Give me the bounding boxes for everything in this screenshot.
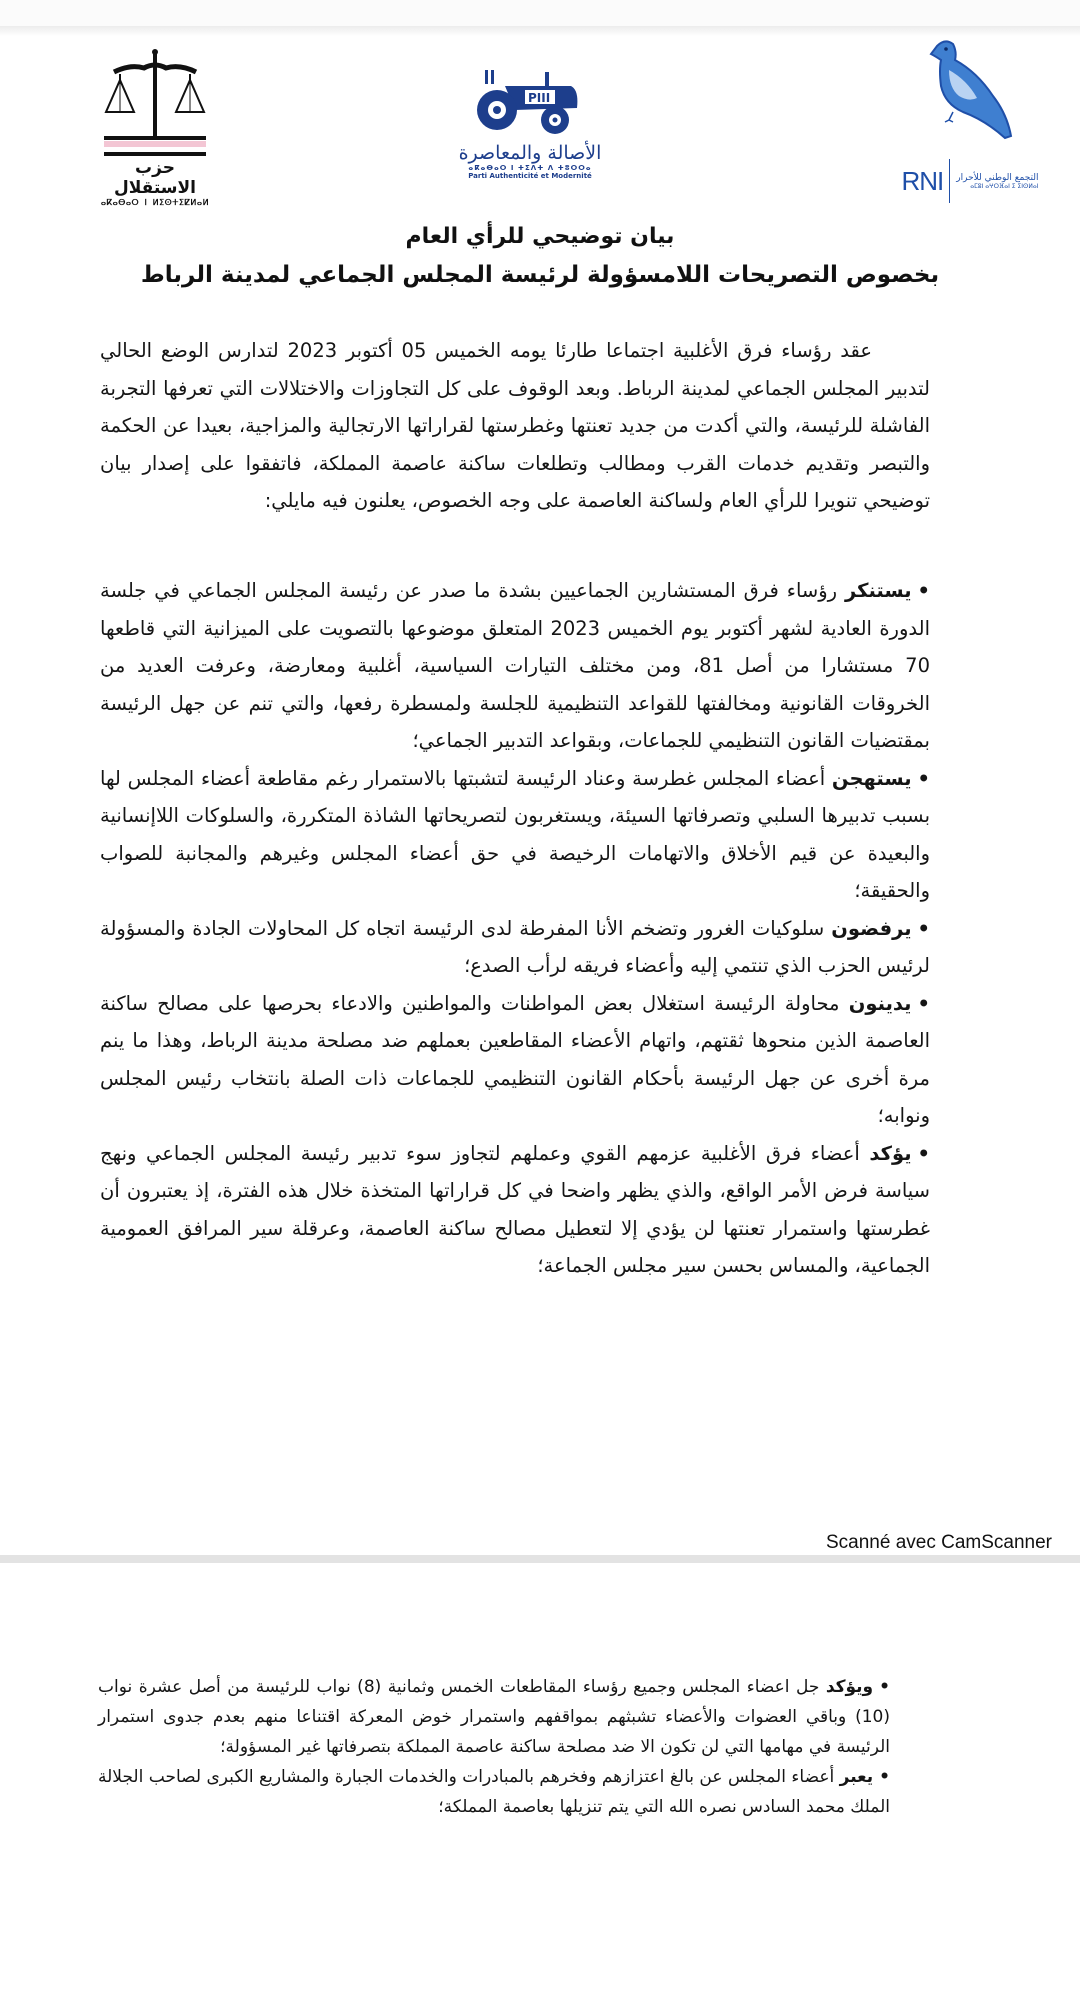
declaration-item [100,572,930,760]
tractor-icon [475,68,585,138]
bullet-icon: • [917,991,930,1015]
document-title: بيان توضيحي للرأي العام [405,224,675,249]
page-divider [0,1555,1080,1563]
pigeon-icon [915,36,1025,151]
declaration-text: أعضاء المجلس غطرسة وعناد الرئيسة لتشبتها بالاستمرار رغم مقاطعة أعضاء المجلس لها بسبب تدبيرها السلبي وتصرفاتها السيئة، ويستغربون لتصريحاتها الشاذة المتكررة، والسلوكات اللاإنسانية والبعيدة عن قيم الأخلاق والاتهامات الرخيصة في حق أعضاء المجلس وغيرهم والمجانبة للصواب والحقيقة؛ [100,766,930,902]
declaration-verb: يعبر [839,1767,874,1787]
pam-party-logo [455,68,605,180]
declaration-item [100,1135,930,1285]
scales-of-justice-icon [100,48,210,148]
bullet-icon: • [879,1677,891,1697]
istiqlal-name-arabic: حزب الاستقلال [113,158,197,198]
istiqlal-name-tifinagh: ⴰⴽⴰⴱⴰⵔ ⵏ ⵍⵉⵙⵜⵉⵇⵍⴰⵍ [100,198,210,207]
istiqlal-party-logo [95,48,215,207]
pam-name-tifinagh: ⴰⴽⴰⴱⴰⵔ ⵏ ⵜⵉⴷⵜ ⴷ ⵜⵓⵔⵔⴰ [468,164,592,172]
intro-paragraph: عقد رؤساء فرق الأغلبية اجتماعا طارئا يومه الخميس 05 أكتوبر 2023 لتدارس الوضع الحالي لتدبير المجلس الجماعي لمدينة الرباط. وبعد الوقوف على كل التجاوزات والاختلالات التي تعرفها التجربة الفاشلة للرئيسة، والتي أكدت من جديد تعنتها وغطرستها لقراراتها الارتجالية والمزاجية، بعيدا عن الحكمة والتبصر وتقديم خدمات القرب ومطالب وتطلعات ساكنة عاصمة المملكة، فاتفقوا على إصدار بيان توضيحي تنويرا للرأي العام ولساكنة العاصمة على وجه الخصوص، يعلنون فيه مايلي: [100,339,930,512]
declarations-list-continued [98,1672,890,1822]
declaration-text: سلوكيات الغرور وتضخم الأنا المفرطة لدى الرئيسة اتجاه كل المحاولات الجادة والمسؤولة لرئيس الحزب الذي تنتمي إليه وأعضاء فريقه لرأب الصدع؛ [100,916,930,977]
rni-name-tifinagh: ⴰⵎⵓⵏ ⴰⵖⵔⴼⴰⵏ ⵉ ⵉⵏⵙⵍⴰⵏ [970,182,1039,190]
declarations-list [100,572,930,1285]
bullet-icon: • [917,579,930,602]
bullet-icon: • [917,766,930,790]
declaration-item [98,1762,890,1822]
bullet-icon: • [917,1141,930,1165]
declaration-text: رؤساء فرق المستشارين الجماعيين بشدة ما صدر عن رئيسة المجلس الجماعي في جلسة الدورة العادية لشهر أكتوبر يوم الخميس 2023 المتعلق موضوعها بالتصويت على الميزانية التي قاطعها 70 مستشارا من أصل 81، ومن مختلف التيارات السياسية، أغلبية ومعارضة، وعرفت العديد من الخروقات القانونية ومخالفتها للقواعد التنظيمية للجلسة ولمسطرة رفعها، والتي تنم عن جهل الرئيسة بمقتضيات القانون التنظيمي للجماعات، وبقواعد التدبير الجماعي؛ [100,579,930,752]
camscanner-watermark: Scanné avec CamScanner [825,1532,1052,1553]
document-subtitle: بخصوص التصريحات اللامسؤولة لرئيسة المجلس الجماعي لمدينة الرباط [140,262,940,288]
viewer-top-shadow [0,26,1080,36]
bullet-icon: • [879,1767,891,1787]
declaration-item [98,1672,890,1762]
declaration-item [100,985,930,1135]
pam-name-french: Parti Authenticité et Modernité [468,172,592,180]
bullet-icon: • [917,916,931,940]
pam-name-arabic: الأصالة والمعاصرة [458,142,602,164]
declaration-text: جل اعضاء المجلس وجميع رؤساء المقاطعات الخمس وثمانية (8) نواب للرئيسة من أصل عشرة نواب (10) وباقي العضوات والأعضاء تشبثهم بمواقفهم واستمرار خوض المعركة اقتناعا منهم بعدم جدوى استمرار الرئيسة في مهامها التي لن تكون الا ضد مصلحة ساكنة عاصمة المملكة بتصرفاتها غير المسؤولة؛ [98,1677,890,1757]
rni-party-logo [880,36,1060,203]
declaration-verb: ويؤكد [825,1677,874,1697]
declaration-text: أعضاء المجلس عن بالغ اعتزازهم وفخرهم بالمبادرات والخدمات الجبارة والمشاريع الكبرى لصاحب الجلالة الملك محمد السادس نصره الله التي يتم تنزيلها بعاصمة المملكة؛ [98,1767,890,1817]
declaration-verb: يرفضون [831,916,912,940]
declaration-verb: يستهجن [831,766,912,790]
declaration-verb: يستنكر [844,579,912,602]
document-page-1 [0,36,1080,1555]
declaration-verb: يؤكد [869,1141,912,1165]
declaration-item [100,910,930,985]
declaration-verb: يدينون [848,991,912,1015]
rni-name-arabic: التجمع الوطني للأحرار [956,172,1039,183]
declaration-text: محاولة الرئيسة استغلال بعض المواطنات والمواطنين والادعاء بحرصها على مصالح ساكنة العاصمة الذين منحوها ثقتهم، واتهام الأعضاء المقاطعين بعملهم ضد مصلحة مدينة الرباط، وهذا ما ينم مرة أخرى عن جهل الرئيسة بأحكام القانون التنظيمي للجماعات ذات الصلة بانتخاب رئيس المجلس ونوابه؛ [100,991,930,1127]
declaration-item [100,760,930,910]
viewer-top-strip [0,0,1080,28]
declaration-text: أعضاء فرق الأغلبية عزمهم القوي وعملهم لتجاوز سوء تدبير رئيسة المجلس الجماعي ونهج سياسة فرض الأمر الواقع، والذي يظهر واضحا في كل قراراتها المتخذة خلال هذه الفترة، إذ يعتبرون أن غطرستها واستمرار تعنتها لن يؤدي إلا لتعطيل مصالح ساكنة العاصمة، وعرقلة سير المرافق العمومية الجماعية، والمساس بحسن سير مجلس الجماعة؛ [100,1141,930,1277]
rni-separator [949,159,950,203]
rni-letters: RNI [901,165,944,196]
svg-text:PIII: PIII [528,91,551,105]
